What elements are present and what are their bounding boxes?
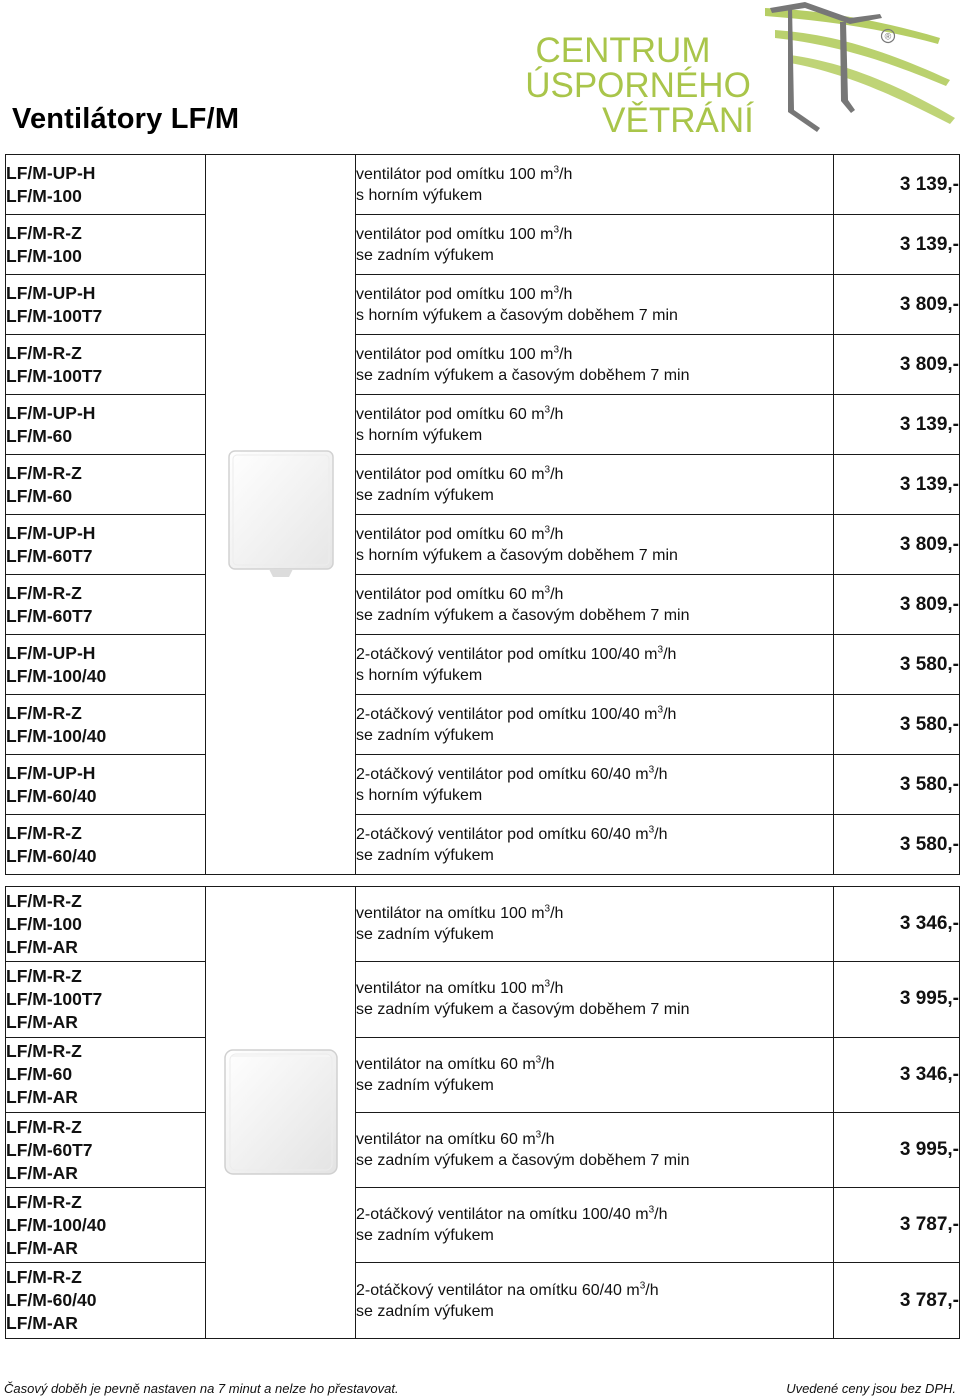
unit-exponent: 3: [544, 524, 551, 536]
table-row: [6, 455, 960, 515]
unit-suffix: /h: [559, 225, 573, 243]
description-line-2: se zadním výfukem a časovým doběhem 7 min: [356, 1152, 690, 1170]
description-line-2: se zadním výfukem: [356, 246, 494, 264]
product-code-line: LF/M-R-Z: [6, 822, 82, 843]
unit-suffix: /h: [654, 765, 668, 783]
product-description: [356, 1112, 834, 1187]
product-code-line: LF/M-UP-H: [6, 762, 96, 783]
unit-exponent: 3: [553, 284, 559, 296]
unit-suffix: /h: [541, 1131, 555, 1149]
product-code-line: LF/M-UP-H: [6, 642, 96, 663]
description-line-2: se zadním výfukem: [356, 486, 494, 504]
table-row: [6, 815, 960, 875]
product-description: [356, 635, 834, 695]
unit-exponent: 3: [544, 979, 551, 991]
product-code: [6, 575, 206, 635]
unit-suffix: /h: [559, 165, 573, 183]
unit-exponent: 3: [657, 704, 664, 716]
unit-suffix: /h: [550, 585, 564, 603]
product-code-line: LF/M-AR: [6, 936, 78, 957]
product-code-line: LF/M-AR: [6, 1313, 78, 1334]
product-price: 3 995,-: [834, 962, 960, 1037]
product-code: [6, 1112, 206, 1187]
description-line-2: se zadním výfukem: [356, 1076, 494, 1094]
product-description: [356, 1188, 834, 1263]
description-line-2: se zadním výfukem: [356, 1227, 494, 1245]
description-line-2: s horním výfukem a časovým doběhem 7 min: [356, 306, 678, 324]
product-code: [6, 1037, 206, 1112]
product-code-line: LF/M-60/40: [6, 1290, 97, 1311]
description-line-1: [356, 903, 833, 924]
product-code-line: LF/M-100/40: [6, 665, 107, 686]
unit-exponent: 3: [648, 1205, 655, 1216]
product-description: [356, 575, 834, 635]
product-code-line: LF/M-AR: [6, 1011, 78, 1032]
product-code-line: LF/M-R-Z: [6, 1116, 82, 1137]
unit-suffix: /h: [663, 645, 677, 663]
description-text: ventilátor na omítku 100 m: [356, 980, 545, 998]
product-code-line: LF/M-60/40: [6, 785, 97, 806]
product-code: [6, 887, 206, 962]
unit-suffix: /h: [559, 285, 573, 303]
product-price: 3 346,-: [834, 1037, 960, 1112]
product-code: [6, 962, 206, 1037]
description-line-1: [356, 224, 833, 245]
unit-suffix: /h: [550, 980, 564, 998]
product-image: [206, 155, 356, 875]
surface-fan-icon: [220, 1042, 342, 1182]
description-text: ventilátor na omítku 60 m: [356, 1131, 536, 1149]
product-code-line: LF/M-R-Z: [6, 702, 82, 723]
description-line-2: s horním výfukem: [356, 666, 483, 684]
description-line-1: [356, 464, 833, 485]
product-description: [356, 695, 834, 755]
product-code: [6, 1263, 206, 1338]
unit-suffix: /h: [550, 405, 564, 423]
description-line-1: [356, 644, 833, 665]
product-code: [6, 455, 206, 515]
table-row: [6, 155, 960, 215]
table-row: [6, 635, 960, 695]
description-text: ventilátor na omítku 60 m: [356, 1055, 536, 1073]
description-line-2: s horním výfukem: [356, 786, 483, 804]
product-description: [356, 215, 834, 275]
logo-registered-mark: ®: [884, 31, 892, 42]
description-line-1: [356, 584, 833, 605]
description-text: 2-otáčkový ventilátor pod omítku 60/40 m: [356, 825, 649, 843]
description-text: 2-otáčkový ventilátor na omítku 60/40 m: [356, 1281, 640, 1299]
product-price: 3 139,-: [834, 455, 960, 515]
table-row: [6, 887, 960, 962]
description-line-2: se zadním výfukem: [356, 726, 494, 744]
product-code-line: LF/M-100/40: [6, 725, 107, 746]
description-line-1: [356, 1204, 833, 1225]
description-text: ventilátor pod omítku 60 m: [356, 585, 545, 603]
table-row: [6, 755, 960, 815]
description-line-1: [356, 824, 833, 845]
product-code: [6, 515, 206, 575]
product-price: 3 580,-: [834, 815, 960, 875]
product-code-line: LF/M-100: [6, 185, 82, 206]
product-code-line: LF/M-60: [6, 485, 73, 506]
table-row: [6, 695, 960, 755]
product-code-line: LF/M-R-Z: [6, 582, 82, 603]
product-description: [356, 275, 834, 335]
product-code: [6, 755, 206, 815]
product-code-line: LF/M-UP-H: [6, 402, 96, 423]
unit-exponent: 3: [553, 164, 559, 176]
unit-exponent: 3: [535, 1054, 542, 1066]
concealed-fan-icon: [221, 447, 341, 582]
description-text: ventilátor pod omítku 100 m: [356, 345, 554, 363]
table-row: [6, 1037, 960, 1112]
product-code-line: LF/M-60T7: [6, 1139, 93, 1160]
product-code-line: LF/M-R-Z: [6, 222, 82, 243]
unit-suffix: /h: [550, 905, 564, 923]
product-code-line: LF/M-R-Z: [6, 1191, 82, 1212]
unit-suffix: /h: [654, 1206, 668, 1224]
product-code-line: LF/M-R-Z: [6, 342, 82, 363]
product-code-line: LF/M-AR: [6, 1162, 78, 1183]
description-text: ventilátor pod omítku 100 m: [356, 285, 554, 303]
unit-suffix: /h: [654, 825, 668, 843]
description-line-1: [356, 164, 833, 185]
logo-line-3: VĚTRÁNÍ: [602, 101, 754, 140]
unit-exponent: 3: [553, 224, 559, 236]
description-text: ventilátor pod omítku 60 m: [356, 465, 545, 483]
product-description: [356, 962, 834, 1037]
description-line-2: s horním výfukem: [356, 426, 483, 444]
product-price: 3 139,-: [834, 395, 960, 455]
company-logo: [520, 0, 960, 145]
product-description: [356, 755, 834, 815]
unit-exponent: 3: [648, 764, 655, 776]
table-row: [6, 1263, 960, 1338]
description-text: 2-otáčkový ventilátor na omítku 100/40 m: [356, 1206, 649, 1224]
table-row: [6, 215, 960, 275]
product-code-line: LF/M-60: [6, 1064, 73, 1085]
product-code-line: LF/M-100T7: [6, 988, 103, 1009]
unit-suffix: /h: [550, 525, 564, 543]
product-code-line: LF/M-60/40: [6, 845, 97, 866]
description-text: ventilátor pod omítku 60 m: [356, 525, 545, 543]
description-text: 2-otáčkový ventilátor pod omítku 60/40 m: [356, 765, 649, 783]
product-description: [356, 515, 834, 575]
description-line-1: [356, 284, 833, 305]
logo-line-2: ÚSPORNÉHO: [525, 66, 751, 105]
table-row: [6, 575, 960, 635]
product-code-line: LF/M-100/40: [6, 1214, 107, 1235]
unit-suffix: /h: [645, 1281, 659, 1299]
unit-exponent: 3: [544, 404, 551, 416]
product-code-line: LF/M-R-Z: [6, 1267, 82, 1288]
product-code: [6, 815, 206, 875]
surface-fans-table: [5, 886, 960, 1339]
product-code-line: LF/M-R-Z: [6, 462, 82, 483]
product-code: [6, 275, 206, 335]
product-description: [356, 155, 834, 215]
description-line-1: [356, 978, 833, 999]
product-description: [356, 1263, 834, 1338]
description-line-2: se zadním výfukem: [356, 926, 494, 944]
description-line-1: [356, 404, 833, 425]
product-code-line: LF/M-100: [6, 245, 82, 266]
logo-leaf-icon: [765, 2, 955, 132]
product-description: [356, 335, 834, 395]
product-price: 3 995,-: [834, 1112, 960, 1187]
product-description: [356, 395, 834, 455]
description-text: ventilátor pod omítku 100 m: [356, 165, 554, 183]
product-price: 3 580,-: [834, 755, 960, 815]
description-line-2: se zadním výfukem a časovým doběhem 7 min: [356, 606, 690, 624]
product-price: 3 787,-: [834, 1188, 960, 1263]
description-line-2: s horním výfukem a časovým doběhem 7 min: [356, 546, 678, 564]
product-price: 3 346,-: [834, 887, 960, 962]
product-price: 3 809,-: [834, 515, 960, 575]
description-line-2: se zadním výfukem a časovým doběhem 7 min: [356, 1001, 690, 1019]
footer-note: Časový doběh je pevně nastaven na 7 minut a nelze ho přestavovat.: [4, 1381, 399, 1396]
product-code: [6, 395, 206, 455]
product-code-line: LF/M-AR: [6, 1087, 78, 1108]
unit-exponent: 3: [648, 824, 655, 836]
description-text: ventilátor pod omítku 100 m: [356, 225, 554, 243]
description-text: ventilátor na omítku 100 m: [356, 905, 545, 923]
description-line-2: se zadním výfukem a časovým doběhem 7 min: [356, 366, 690, 384]
product-code-line: LF/M-100T7: [6, 365, 103, 386]
description-line-1: [356, 764, 833, 785]
product-description: [356, 887, 834, 962]
product-price: 3 139,-: [834, 155, 960, 215]
product-code-line: LF/M-R-Z: [6, 1041, 82, 1062]
unit-suffix: /h: [550, 465, 564, 483]
description-line-1: [356, 344, 833, 365]
unit-exponent: 3: [657, 644, 664, 656]
table-row: [6, 1112, 960, 1187]
product-price: 3 139,-: [834, 215, 960, 275]
unit-exponent: 3: [544, 464, 551, 476]
description-text: 2-otáčkový ventilátor pod omítku 100/40 m: [356, 705, 658, 723]
footer-vat-note: Uvedené ceny jsou bez DPH.: [786, 1381, 956, 1396]
concealed-fans-table: [5, 154, 960, 875]
table-row: [6, 335, 960, 395]
product-code-line: LF/M-R-Z: [6, 890, 82, 911]
product-code-line: LF/M-AR: [6, 1237, 78, 1258]
product-code: [6, 1188, 206, 1263]
product-description: [356, 455, 834, 515]
description-text: 2-otáčkový ventilátor pod omítku 100/40 m: [356, 645, 658, 663]
product-price: 3 580,-: [834, 635, 960, 695]
product-code-line: LF/M-100: [6, 913, 82, 934]
table-row: [6, 275, 960, 335]
unit-suffix: /h: [541, 1055, 555, 1073]
product-code-line: LF/M-UP-H: [6, 282, 96, 303]
description-line-1: [356, 1054, 833, 1075]
product-price: 3 580,-: [834, 695, 960, 755]
table-row: [6, 515, 960, 575]
description-line-1: [356, 704, 833, 725]
unit-suffix: /h: [663, 705, 677, 723]
unit-suffix: /h: [559, 345, 573, 363]
table-row: [6, 395, 960, 455]
description-line-1: [356, 524, 833, 545]
unit-exponent: 3: [553, 344, 559, 356]
product-price: 3 809,-: [834, 575, 960, 635]
logo-line-1: CENTRUM: [535, 31, 711, 70]
product-code: [6, 155, 206, 215]
product-code-line: LF/M-R-Z: [6, 965, 82, 986]
product-description: [356, 815, 834, 875]
description-text: ventilátor pod omítku 60 m: [356, 405, 545, 423]
table-row: [6, 962, 960, 1037]
product-image: [206, 887, 356, 1339]
product-price: 3 809,-: [834, 275, 960, 335]
product-price: 3 787,-: [834, 1263, 960, 1338]
description-line-2: se zadním výfukem: [356, 1302, 494, 1320]
description-line-1: [356, 1280, 833, 1301]
product-code: [6, 695, 206, 755]
product-code: [6, 635, 206, 695]
product-code: [6, 215, 206, 275]
product-code-line: LF/M-UP-H: [6, 522, 96, 543]
product-code-line: LF/M-60: [6, 425, 73, 446]
product-code-line: LF/M-60T7: [6, 605, 93, 626]
unit-exponent: 3: [544, 584, 551, 596]
product-price: 3 809,-: [834, 335, 960, 395]
product-description: [356, 1037, 834, 1112]
product-code: [6, 335, 206, 395]
page-title: Ventilátory LF/M: [12, 103, 240, 135]
unit-exponent: 3: [544, 903, 551, 915]
description-line-2: se zadním výfukem: [356, 846, 494, 864]
unit-exponent: 3: [639, 1280, 646, 1292]
description-line-2: s horním výfukem: [356, 186, 483, 204]
product-code-line: LF/M-UP-H: [6, 162, 96, 183]
table-row: [6, 1188, 960, 1263]
unit-exponent: 3: [535, 1129, 542, 1141]
description-line-1: [356, 1129, 833, 1150]
product-code-line: LF/M-100T7: [6, 305, 103, 326]
product-code-line: LF/M-60T7: [6, 545, 93, 566]
